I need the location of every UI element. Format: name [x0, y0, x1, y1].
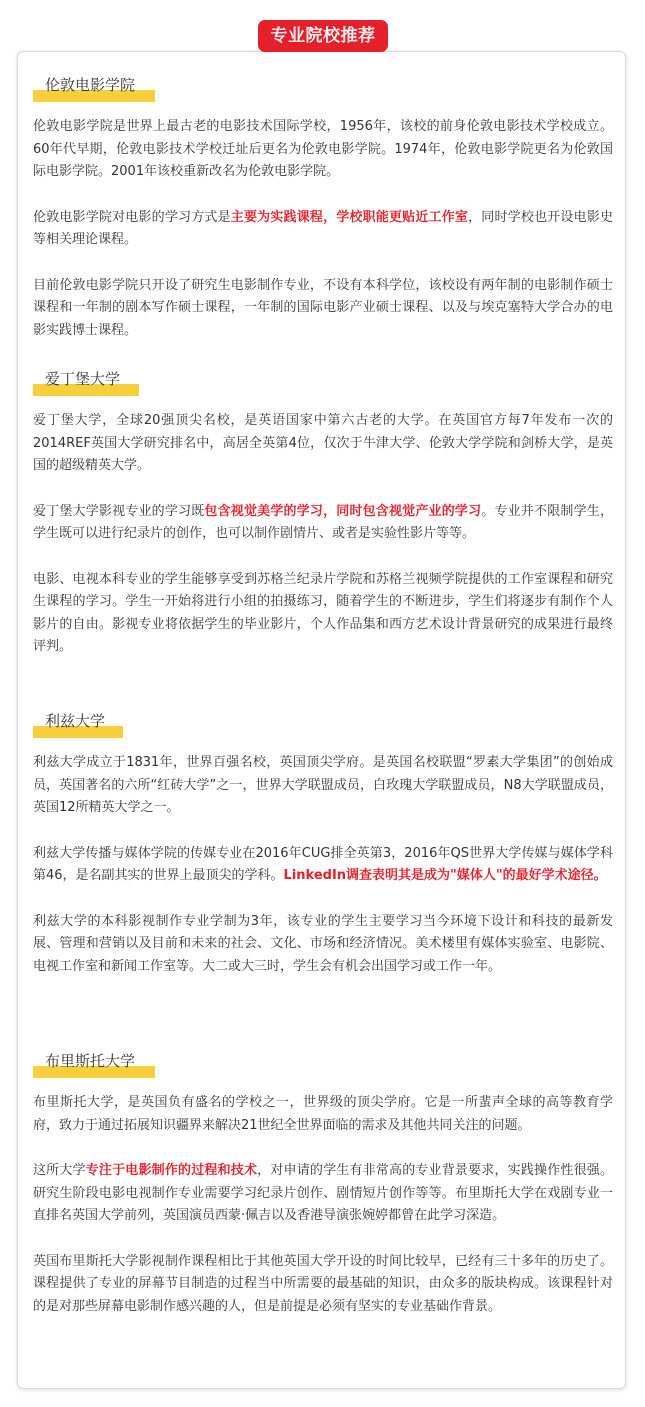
paragraph-text: 伦敦电影学院对电影的学习方式是	[33, 209, 231, 225]
paragraph	[33, 843, 613, 888]
heading-text: 布里斯托大学	[45, 1052, 136, 1070]
section-heading	[33, 72, 155, 102]
paragraph-text: ，对申请的学生有非常高的专业背景要求，实践操作性很强。研究生阶段电影电视制作专业需要学习纪录片创作、剧情短片创作等等。布里斯托大学在戏剧专业一直排名英国大学前列，英国演员西蒙·佩吉以及香港导演张婉婷都曾在此学习深造。	[33, 1163, 613, 1223]
school-section-london-film-school	[33, 72, 613, 342]
paragraph-highlight: 主要为实践课程，学校职能更贴近工作室	[230, 209, 469, 225]
paragraph-text: 。专业并不限制学生，学生既可以进行纪录片的创作，也可以制作剧情片、或者是实验性影片等等。	[33, 503, 613, 541]
paragraph	[33, 207, 613, 252]
paragraph: 伦敦电影学院是世界上最古老的电影技术国际学校，1956年，该校的前身伦敦电影技术学校成立。60年代早期，伦敦电影技术学校迁址后更名为伦敦电影学院。1974年，伦敦电影学院更名为伦敦国际电影学院。2001年该校重新改名为伦敦电影学院。	[33, 119, 613, 179]
section-heading	[33, 1048, 155, 1078]
section-banner: 专业院校推荐	[258, 20, 388, 52]
paragraph-text: 利兹大学传播与媒体学院的传媒专业在2016年CUG排全英第3，2016年QS世界大学传媒与媒体学科第46，是名副其实的世界上最顶尖的学科。	[33, 845, 613, 883]
paragraph-text: ，同时学校也开设电影史等相关理论课程。	[33, 209, 613, 247]
heading-text: 利兹大学	[45, 712, 106, 730]
paragraph: 利兹大学成立于1831年，世界百强名校，英国顶尖学府。是英国名校联盟“罗素大学集团”的创始成员，英国著名的六所“红砖大学”之一，世界大学联盟成员，白玫瑰大学联盟成员，N8大学联盟成员，英国12所精英大学之一。	[33, 755, 613, 815]
school-section-edinburgh	[33, 366, 613, 659]
paragraph-text: 这所大学	[33, 1163, 86, 1178]
paragraph-highlight: LinkedIn调查表明其是成为"媒体人"的最好学术途径。	[283, 868, 607, 883]
paragraph-highlight: 包含视觉美学的学习，同时包含视觉产业的学习	[204, 503, 482, 519]
section-heading	[33, 708, 123, 738]
paragraph-highlight: 专注于电影制作的过程和技术	[85, 1163, 258, 1178]
paragraph	[33, 1160, 613, 1228]
paragraph: 爱丁堡大学，全球20强顶尖名校，是英语国家中第六古老的大学。在英国官方每7年发布一次的2014REF英国大学研究排名中，高居全英第4位，仅次于牛津大学、伦敦大学学院和剑桥大学，是英国的超级精英大学。	[33, 413, 613, 473]
section-heading	[33, 366, 139, 396]
paragraph: 电影、电视本科专业的学生能够享受到苏格兰纪录片学院和苏格兰视频学院提供的工作室课程和研究生课程的学习。学生一开始将进行小组的拍摄练习，随着学生的不断进步，学生们将逐步有制作个人影片的自由。影视专业将依据学生的毕业影片，个人作品集和西方艺术设计背景研究的成果进行最终评判。	[33, 571, 613, 654]
paragraph-text: 爱丁堡大学影视专业的学习既	[33, 503, 205, 519]
paragraph	[33, 501, 613, 546]
paragraph: 英国布里斯托大学影视制作课程相比于其他英国大学开设的时间比较早，已经有三十多年的历史了。课程提供了专业的屏幕节目制造的过程当中所需要的最基础的知识，由众多的版块构成。该课程针对的是对那些屏幕电影制作感兴趣的人，但是前提是必须有坚实的专业基础作背景。	[33, 1253, 613, 1314]
school-section-leeds	[33, 708, 613, 978]
heading-text: 爱丁堡大学	[45, 370, 121, 388]
paragraph: 目前伦敦电影学院只开设了研究生电影制作专业，不设有本科学位，该校设有两年制的电影制作硕士课程和一年制的剧本写作硕士课程，一年制的国际电影产业硕士课程、以及与埃克塞特大学合办的电影实践博士课程。	[33, 277, 613, 338]
school-section-bristol	[33, 1048, 613, 1318]
heading-text: 伦敦电影学院	[45, 76, 136, 94]
paragraph: 布里斯托大学，是英国负有盛名的学校之一，世界级的顶尖学府。它是一所蜚声全球的高等教育学府，致力于通过拓展知识疆界来解决21世纪全世界面临的需求及其他共同关注的问题。	[33, 1095, 613, 1133]
paragraph: 利兹大学的本科影视制作专业学制为3年，该专业的学生主要学习当今环境下设计和科技的最新发展、管理和营销以及目前和未来的社会、文化、市场和经济情况。美术楼里有媒体实验室、电影院、电视工作室和新闻工作室等。大二或大三时，学生会有机会出国学习或工作一年。	[33, 913, 613, 974]
